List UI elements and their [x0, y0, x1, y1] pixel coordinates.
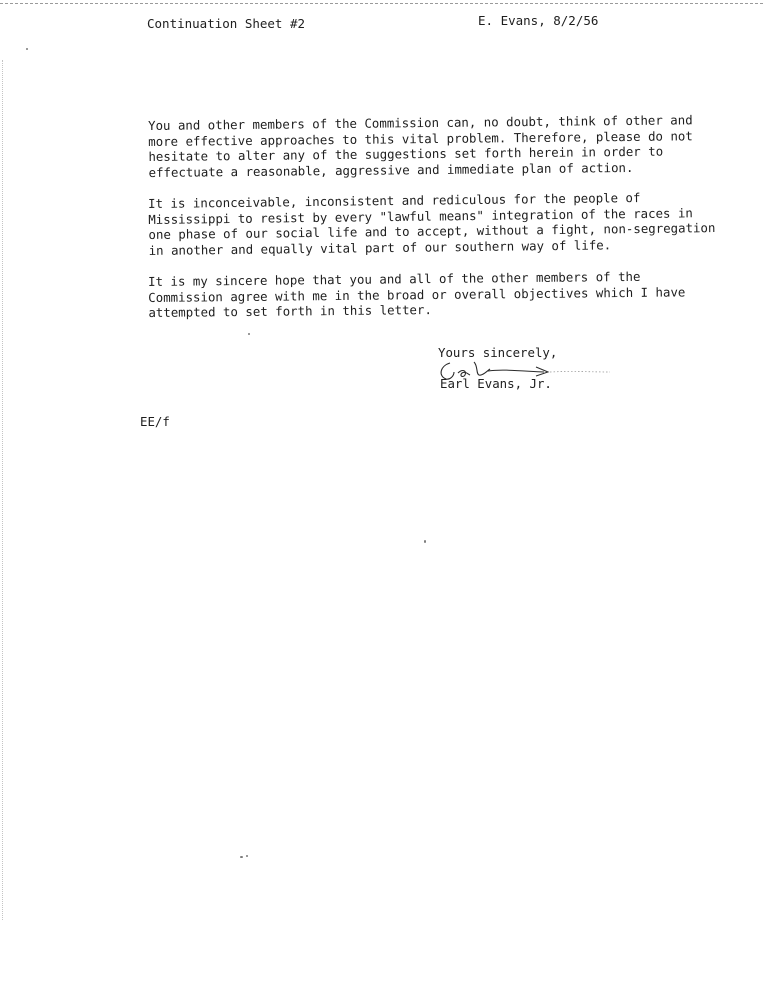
continuation-sheet-label: Continuation Sheet #2 [147, 16, 306, 31]
scan-top-edge [0, 3, 763, 4]
typist-initials: EE/f [140, 414, 170, 429]
letter-body [148, 112, 728, 336]
signer-name: Earl Evans, Jr. [440, 376, 552, 391]
scan-speck [26, 48, 28, 50]
scan-speck [240, 856, 243, 858]
scan-left-edge [2, 60, 3, 920]
paragraph-2: It is inconceivable, inconsistent and rediculous for the people of Mississippi to resist by every "lawful means" integration of the races in one phase of our social life and to accept, without a fight, non-segregation in another and equally vital part of our southern way of life. [148, 189, 716, 258]
paragraph-1: You and other members of the Commission can, no doubt, think of other and more effective approaches to this vital problem. Therefore, please do not hesitate to alter any of the suggestions set forth herein in order to effectuate a reasonable, aggressive and immediate plan of action. [148, 112, 693, 180]
closing-salutation: Yours sincerely, [438, 345, 558, 360]
scan-speck [246, 855, 248, 857]
paragraph-3: It is my sincere hope that you and all of the other members of the Commission agree with me in the broad or overall objectives which I have attempted to set forth in this letter. [148, 268, 686, 321]
author-date-header: E. Evans, 8/2/56 [478, 13, 599, 28]
scan-speck [248, 333, 250, 335]
scan-speck [424, 540, 426, 543]
